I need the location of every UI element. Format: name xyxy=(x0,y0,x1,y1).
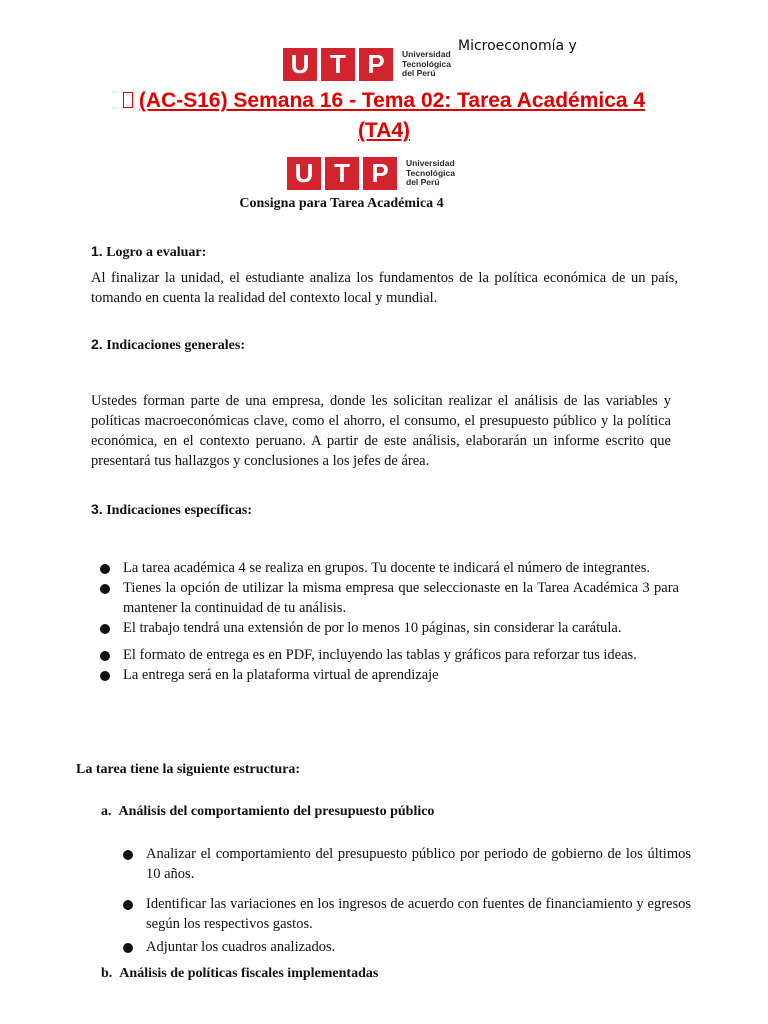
list-item: Analizar el comportamiento del presupuesto público por periodo de gobierno de los últimos 10 años. xyxy=(146,844,691,884)
bullet-icon xyxy=(100,564,110,574)
structure-heading: La tarea tiene la siguiente estructura: xyxy=(76,762,301,777)
bullet-icon xyxy=(123,850,133,860)
consigna-heading: Consigna para Tarea Académica 4 xyxy=(239,196,444,211)
logo-university-name: Universidad Tecnológica del Perú xyxy=(406,158,455,188)
logo-letter-u: U xyxy=(283,48,317,81)
structure-a-bullet-list xyxy=(146,844,691,957)
list-item: La entrega será en la plataforma virtual de aprendizaje xyxy=(123,665,679,685)
section3-heading: 3. Indicaciones específicas: xyxy=(91,501,253,518)
page-title-line2[interactable]: (TA4) xyxy=(357,119,411,142)
logo-letter-t: T xyxy=(321,48,355,81)
structure-item-a: a. Análisis del comportamiento del presupuesto público xyxy=(101,804,435,819)
bullet-icon xyxy=(100,624,110,634)
bullet-icon xyxy=(123,943,133,953)
list-item: Identificar las variaciones en los ingresos de acuerdo con fuentes de financiamiento y egresos según los respectivos gastos. xyxy=(146,894,691,934)
header-course-text: Microeconomía y xyxy=(458,38,577,54)
list-item: El formato de entrega es en PDF, incluyendo las tablas y gráficos para reforzar tus ideas. xyxy=(123,645,679,665)
bullet-icon xyxy=(100,671,110,681)
list-item: La tarea académica 4 se realiza en grupos. Tu docente te indicará el número de integrantes. xyxy=(123,558,679,578)
section2-text: Ustedes forman parte de una empresa, donde les solicitan realizar el análisis de las variables y políticas macroeconómicas clave, como el ahorro, el consumo, el presupuesto público y la política económica, en el contexto peruano. A partir de este análisis, elaborarán un informe escrito que presentará tus hallazgos y conclusiones a los jefes de área. xyxy=(91,393,671,469)
bullet-icon xyxy=(100,584,110,594)
page-title[interactable]: (AC-S16) Semana 16 - Tema 02: Tarea Académica 4 xyxy=(0,86,768,116)
section1-text: Al finalizar la unidad, el estudiante analiza los fundamentos de la política económica de un país, tomando en cuenta la realidad del contexto local y mundial. xyxy=(91,270,678,306)
logo-letter-p: P xyxy=(363,157,397,190)
list-item: Adjuntar los cuadros analizados. xyxy=(146,937,691,957)
list-item: Tienes la opción de utilizar la misma empresa que seleccionaste en la Tarea Académica 3 para mantener la continuidad de tu análisis. xyxy=(123,578,679,618)
bullet-icon xyxy=(123,900,133,910)
utp-logo-top xyxy=(283,48,451,81)
logo-university-name: Universidad Tecnológica del Perú xyxy=(402,49,451,79)
section2-heading: 2. Indicaciones generales: xyxy=(91,336,246,353)
logo-letter-u: U xyxy=(287,157,321,190)
list-item: El trabajo tendrá una extensión de por lo menos 10 páginas, sin considerar la carátula. xyxy=(123,618,679,638)
utp-logo-main xyxy=(287,157,455,190)
bullet-icon xyxy=(100,651,110,661)
logo-letter-p: P xyxy=(359,48,393,81)
section1-heading: 1. Logro a evaluar: xyxy=(91,243,207,260)
missing-glyph-icon xyxy=(123,92,133,108)
logo-letter-t: T xyxy=(325,157,359,190)
section3-bullet-list xyxy=(123,558,679,685)
structure-item-b: b. Análisis de políticas fiscales implementadas xyxy=(101,966,379,981)
